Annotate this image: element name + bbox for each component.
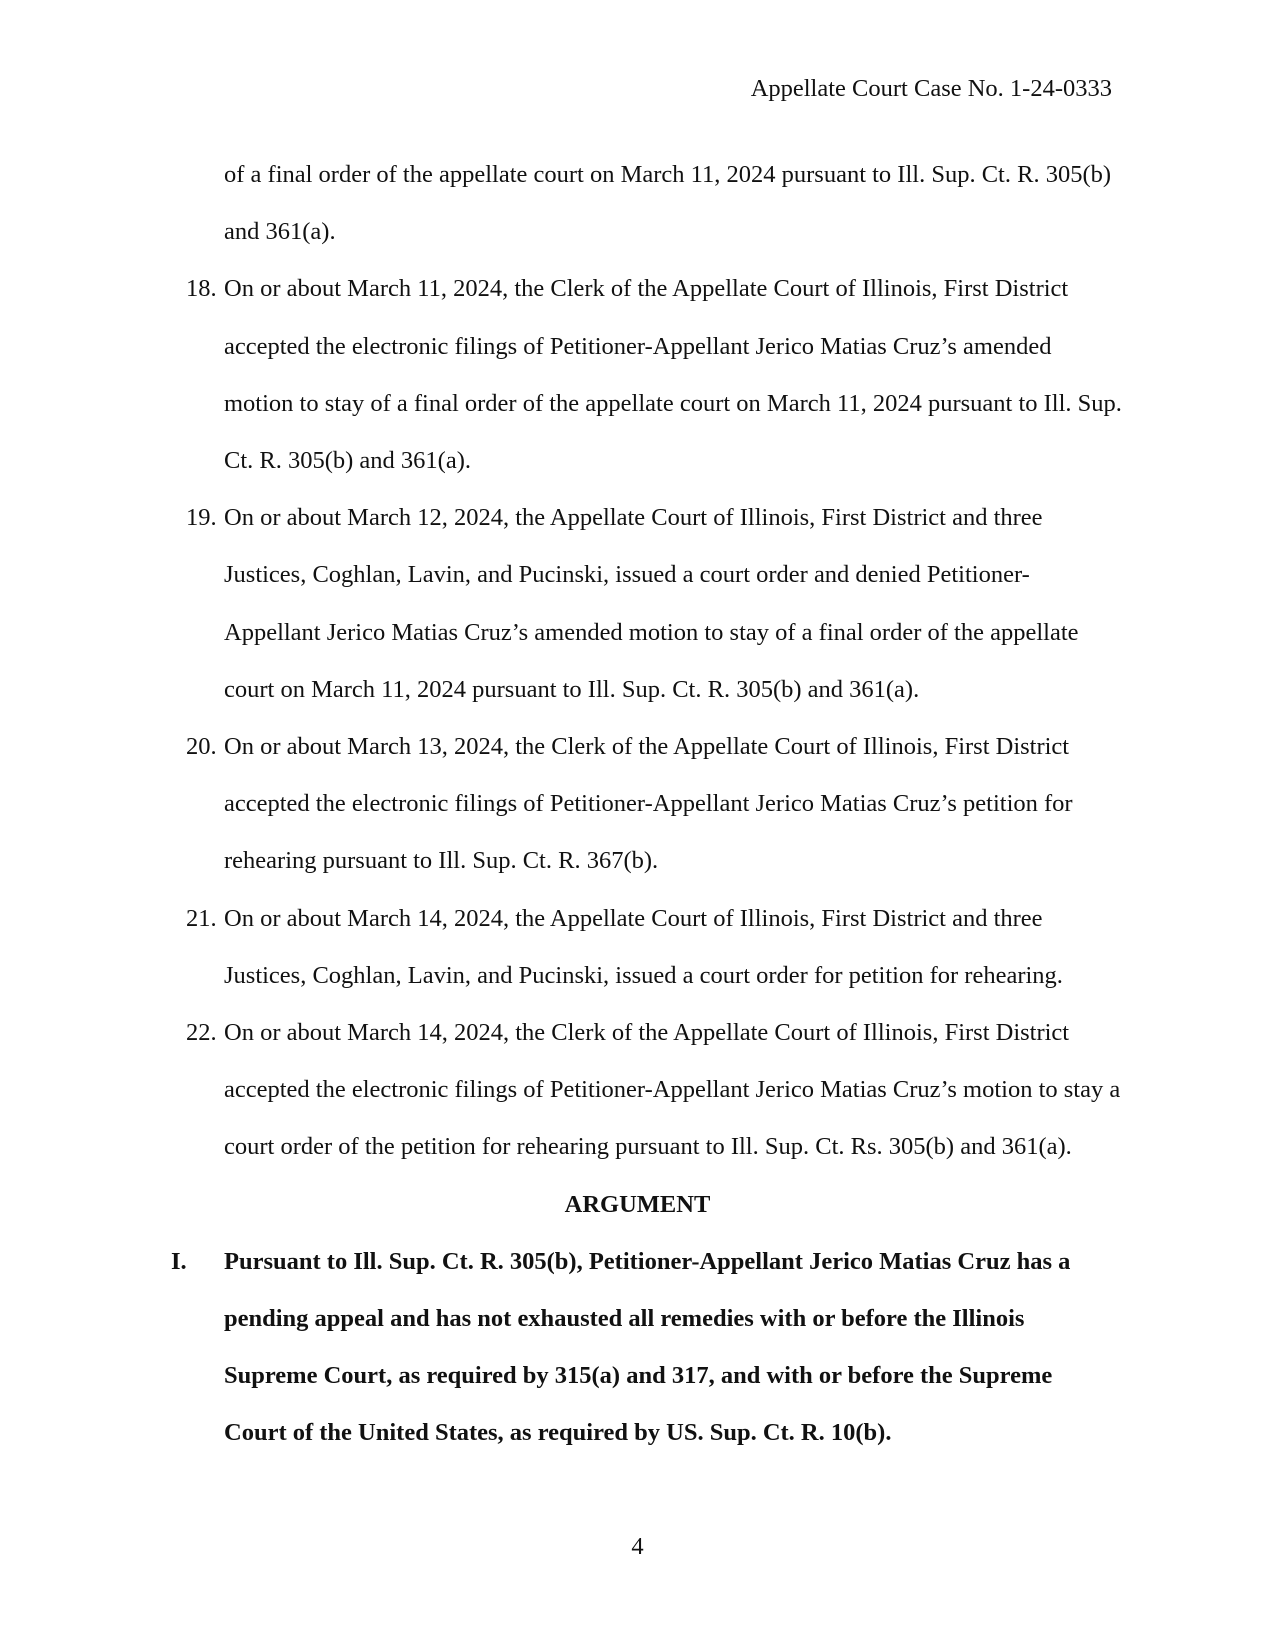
numbered-paragraph-20 bbox=[0, 718, 1124, 890]
numbered-paragraph-21 bbox=[0, 890, 1124, 1004]
paragraph-text: On or about March 12, 2024, the Appellate Court of Illinois, First District and three Justices, Coghlan, Lavin, and Pucinski, issued a court order and denied Petitioner-Appellant Jerico Matias Cruz’s amended motion to stay of a final order of the appellate court on March 11, 2024 pursuant to Ill. Sup. Ct. R. 305(b) and 361(a). bbox=[224, 504, 1079, 703]
numbered-paragraph-22 bbox=[0, 1004, 1124, 1176]
argument-heading: ARGUMENT bbox=[564, 1190, 711, 1218]
page-number: 4 bbox=[631, 1533, 644, 1560]
numbered-paragraph-19 bbox=[0, 489, 1124, 718]
continuation-paragraph bbox=[0, 146, 1124, 260]
paragraph-text: On or about March 14, 2024, the Appellate Court of Illinois, First District and three Justices, Coghlan, Lavin, and Pucinski, issued a court order for petition for rehearing. bbox=[224, 904, 1063, 989]
paragraph-text: On or about March 13, 2024, the Clerk of the Appellate Court of Illinois, First District accepted the electronic filings of Petitioner-Appellant Jerico Matias Cruz’s petition for rehearing pursuant to Ill. Sup. Ct. R. 367(b). bbox=[224, 733, 1073, 875]
argument-text: Pursuant to Ill. Sup. Ct. R. 305(b), Petitioner-Appellant Jerico Matias Cruz has a pending appeal and has not exhausted all remedies with or before the Illinois Supreme Court, as required by 315(a) and 317, and with or before the Supreme Court of the United States, as required by US. Sup. Ct. R. 10(b). bbox=[224, 1247, 1071, 1447]
argument-numeral: I. bbox=[171, 1247, 187, 1275]
numbered-paragraph-18 bbox=[0, 260, 1124, 489]
paragraph-number: 19. bbox=[186, 504, 217, 532]
paragraph-text: On or about March 11, 2024, the Clerk of the Appellate Court of Illinois, First District accepted the electronic filings of Petitioner-Appellant Jerico Matias Cruz’s amended motion to stay of a final order of the appellate court on March 11, 2024 pursuant to Ill. Sup. Ct. R. 305(b) and 361(a). bbox=[224, 275, 1122, 475]
case-number-header: Appellate Court Case No. 1-24-0333 bbox=[750, 75, 1112, 102]
paragraph-number: 22. bbox=[186, 1019, 217, 1047]
argument-section-I bbox=[0, 1233, 1104, 1462]
paragraph-text: of a final order of the appellate court on March 11, 2024 pursuant to Ill. Sup. Ct. R. 305(b) and 361(a). bbox=[224, 161, 1112, 246]
paragraph-number: 18. bbox=[186, 275, 217, 303]
document-body bbox=[0, 146, 1275, 1462]
paragraph-number: 21. bbox=[186, 904, 217, 932]
paragraph-text: On or about March 14, 2024, the Clerk of the Appellate Court of Illinois, First District accepted the electronic filings of Petitioner-Appellant Jerico Matias Cruz’s motion to stay a court order of the petition for rehearing pursuant to Ill. Sup. Ct. Rs. 305(b) and 361(a). bbox=[224, 1019, 1121, 1161]
paragraph-number: 20. bbox=[186, 733, 217, 761]
